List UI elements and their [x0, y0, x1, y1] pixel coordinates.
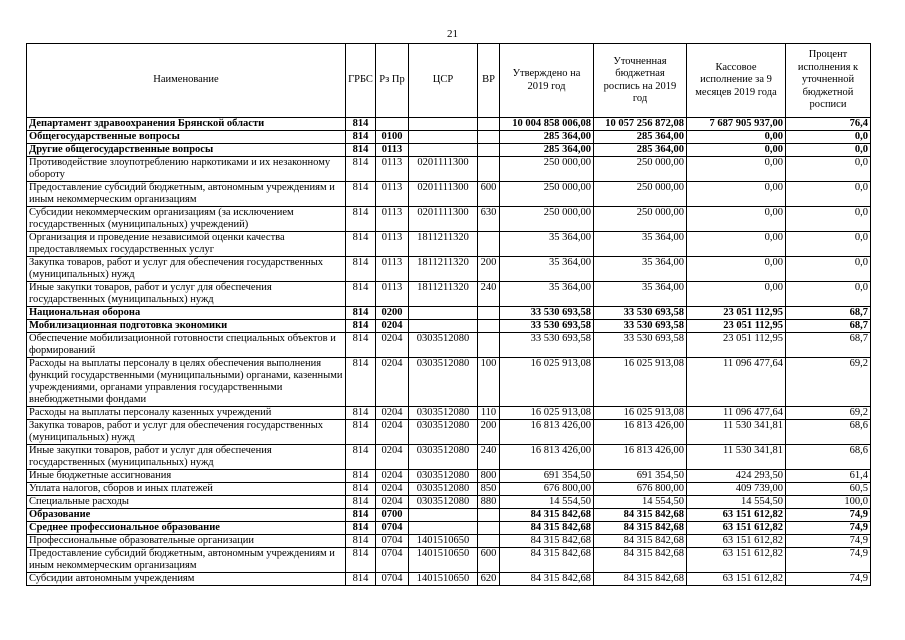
cell-percent: 0,0	[786, 282, 871, 307]
cell-grbs: 814	[346, 232, 376, 257]
cell-cash: 63 151 612,82	[687, 535, 786, 548]
cell-cash: 63 151 612,82	[687, 509, 786, 522]
cell-name: Предоставление субсидий бюджетным, автономным учреждениям и иным некоммерческим организациям	[27, 548, 346, 573]
cell-approved: 33 530 693,58	[500, 333, 594, 358]
cell-cash: 0,00	[687, 257, 786, 282]
cell-csr: 0303512080	[409, 470, 478, 483]
header-approved: Утверждено на 2019 год	[500, 44, 594, 118]
cell-name: Иные закупки товаров, работ и услуг для обеспечения государственных (муниципальных) нужд	[27, 445, 346, 470]
table-row	[27, 420, 871, 445]
cell-name: Закупка товаров, работ и услуг для обеспечения государственных (муниципальных) нужд	[27, 257, 346, 282]
cell-approved: 691 354,50	[500, 470, 594, 483]
cell-rzpr: 0204	[376, 420, 409, 445]
cell-grbs: 814	[346, 522, 376, 535]
cell-grbs: 814	[346, 496, 376, 509]
cell-csr: 0303512080	[409, 445, 478, 470]
cell-cash: 11 530 341,81	[687, 445, 786, 470]
cell-percent: 68,7	[786, 333, 871, 358]
cell-cash: 0,00	[687, 207, 786, 232]
cell-refined: 33 530 693,58	[594, 333, 687, 358]
cell-refined: 35 364,00	[594, 232, 687, 257]
cell-percent: 0,0	[786, 257, 871, 282]
cell-grbs: 814	[346, 320, 376, 333]
cell-approved: 84 315 842,68	[500, 573, 594, 586]
cell-rzpr: 0113	[376, 207, 409, 232]
cell-grbs: 814	[346, 282, 376, 307]
cell-cash: 14 554,50	[687, 496, 786, 509]
cell-name: Закупка товаров, работ и услуг для обеспечения государственных (муниципальных) нужд	[27, 420, 346, 445]
cell-cash: 409 739,00	[687, 483, 786, 496]
cell-csr: 1401510650	[409, 548, 478, 573]
page-number: 21	[447, 28, 458, 40]
cell-refined: 84 315 842,68	[594, 535, 687, 548]
cell-vr	[478, 509, 500, 522]
cell-vr	[478, 307, 500, 320]
cell-name: Предоставление субсидий бюджетным, автономным учреждениям и иным некоммерческим организациям	[27, 182, 346, 207]
cell-cash: 7 687 905 937,00	[687, 118, 786, 131]
cell-rzpr: 0113	[376, 182, 409, 207]
cell-grbs: 814	[346, 535, 376, 548]
cell-cash: 0,00	[687, 282, 786, 307]
table-row	[27, 445, 871, 470]
cell-name: Специальные расходы	[27, 496, 346, 509]
cell-approved: 285 364,00	[500, 131, 594, 144]
cell-rzpr: 0204	[376, 470, 409, 483]
header-refined: Уточненная бюджетная роспись на 2019 год	[594, 44, 687, 118]
table-row	[27, 207, 871, 232]
cell-csr: 0303512080	[409, 358, 478, 407]
cell-refined: 285 364,00	[594, 144, 687, 157]
cell-rzpr: 0113	[376, 232, 409, 257]
budget-table	[26, 43, 871, 586]
cell-approved: 84 315 842,68	[500, 535, 594, 548]
table-row	[27, 144, 871, 157]
cell-grbs: 814	[346, 182, 376, 207]
cell-percent: 0,0	[786, 157, 871, 182]
table-row	[27, 407, 871, 420]
cell-vr	[478, 144, 500, 157]
cell-cash: 23 051 112,95	[687, 333, 786, 358]
table-row	[27, 548, 871, 573]
table-row	[27, 535, 871, 548]
cell-grbs: 814	[346, 144, 376, 157]
cell-percent: 0,0	[786, 232, 871, 257]
cell-cash: 0,00	[687, 157, 786, 182]
cell-approved: 33 530 693,58	[500, 320, 594, 333]
cell-percent: 68,6	[786, 420, 871, 445]
cell-name: Расходы на выплаты персоналу в целях обеспечения выполнения функций государственными (муниципальными) органами, казенными учреждениями, органами управления государственными внебюджетными фондами	[27, 358, 346, 407]
table-row	[27, 232, 871, 257]
cell-csr	[409, 509, 478, 522]
table-row	[27, 358, 871, 407]
cell-refined: 676 800,00	[594, 483, 687, 496]
cell-csr	[409, 307, 478, 320]
cell-csr	[409, 131, 478, 144]
cell-rzpr: 0204	[376, 407, 409, 420]
cell-refined: 691 354,50	[594, 470, 687, 483]
cell-approved: 35 364,00	[500, 232, 594, 257]
cell-vr: 850	[478, 483, 500, 496]
cell-vr: 800	[478, 470, 500, 483]
cell-grbs: 814	[346, 548, 376, 573]
table-row	[27, 333, 871, 358]
cell-vr	[478, 118, 500, 131]
cell-name: Профессиональные образовательные организации	[27, 535, 346, 548]
cell-name: Уплата налогов, сборов и иных платежей	[27, 483, 346, 496]
cell-cash: 11 096 477,64	[687, 407, 786, 420]
cell-approved: 35 364,00	[500, 257, 594, 282]
cell-name: Противодействие злоупотреблению наркотиками и их незаконному обороту	[27, 157, 346, 182]
cell-refined: 16 025 913,08	[594, 358, 687, 407]
cell-cash: 63 151 612,82	[687, 548, 786, 573]
cell-refined: 285 364,00	[594, 131, 687, 144]
cell-grbs: 814	[346, 573, 376, 586]
cell-cash: 0,00	[687, 144, 786, 157]
table-row	[27, 496, 871, 509]
cell-grbs: 814	[346, 257, 376, 282]
cell-name: Расходы на выплаты персоналу казенных учреждений	[27, 407, 346, 420]
cell-rzpr: 0204	[376, 496, 409, 509]
cell-refined: 250 000,00	[594, 157, 687, 182]
table-row	[27, 118, 871, 131]
cell-cash: 424 293,50	[687, 470, 786, 483]
cell-refined: 84 315 842,68	[594, 522, 687, 535]
cell-percent: 0,0	[786, 144, 871, 157]
cell-grbs: 814	[346, 509, 376, 522]
cell-vr: 200	[478, 420, 500, 445]
cell-rzpr: 0204	[376, 320, 409, 333]
cell-csr	[409, 320, 478, 333]
cell-cash: 11 530 341,81	[687, 420, 786, 445]
cell-csr: 0201111300	[409, 157, 478, 182]
cell-name: Другие общегосударственные вопросы	[27, 144, 346, 157]
cell-approved: 676 800,00	[500, 483, 594, 496]
cell-refined: 16 025 913,08	[594, 407, 687, 420]
cell-approved: 250 000,00	[500, 182, 594, 207]
cell-approved: 250 000,00	[500, 157, 594, 182]
cell-cash: 23 051 112,95	[687, 320, 786, 333]
cell-csr: 1811211320	[409, 232, 478, 257]
cell-csr	[409, 522, 478, 535]
cell-refined: 84 315 842,68	[594, 573, 687, 586]
header-grbs: ГРБС	[346, 44, 376, 118]
cell-vr: 880	[478, 496, 500, 509]
cell-refined: 14 554,50	[594, 496, 687, 509]
cell-vr	[478, 232, 500, 257]
cell-refined: 33 530 693,58	[594, 320, 687, 333]
cell-refined: 16 813 426,00	[594, 420, 687, 445]
table-row	[27, 131, 871, 144]
cell-approved: 14 554,50	[500, 496, 594, 509]
table-row	[27, 257, 871, 282]
cell-refined: 35 364,00	[594, 257, 687, 282]
cell-grbs: 814	[346, 157, 376, 182]
cell-vr: 600	[478, 182, 500, 207]
cell-percent: 76,4	[786, 118, 871, 131]
cell-approved: 35 364,00	[500, 282, 594, 307]
cell-percent: 69,2	[786, 358, 871, 407]
cell-refined: 250 000,00	[594, 182, 687, 207]
cell-vr: 200	[478, 257, 500, 282]
cell-rzpr: 0704	[376, 548, 409, 573]
cell-name: Мобилизационная подготовка экономики	[27, 320, 346, 333]
cell-csr: 0303512080	[409, 420, 478, 445]
cell-approved: 84 315 842,68	[500, 548, 594, 573]
cell-rzpr: 0100	[376, 131, 409, 144]
table-row	[27, 470, 871, 483]
table-row	[27, 522, 871, 535]
cell-vr: 620	[478, 573, 500, 586]
cell-csr: 1811211320	[409, 257, 478, 282]
cell-percent: 0,0	[786, 182, 871, 207]
cell-csr	[409, 118, 478, 131]
cell-csr: 0303512080	[409, 407, 478, 420]
table-row	[27, 282, 871, 307]
cell-name: Субсидии автономным учреждениям	[27, 573, 346, 586]
table-row	[27, 320, 871, 333]
cell-cash: 0,00	[687, 232, 786, 257]
cell-rzpr: 0113	[376, 257, 409, 282]
cell-vr	[478, 157, 500, 182]
cell-csr: 0303512080	[409, 333, 478, 358]
cell-name: Среднее профессиональное образование	[27, 522, 346, 535]
cell-csr: 0201111300	[409, 182, 478, 207]
cell-refined: 16 813 426,00	[594, 445, 687, 470]
cell-vr	[478, 522, 500, 535]
table-row	[27, 307, 871, 320]
cell-refined: 84 315 842,68	[594, 509, 687, 522]
cell-grbs: 814	[346, 420, 376, 445]
cell-grbs: 814	[346, 307, 376, 320]
cell-name: Образование	[27, 509, 346, 522]
cell-vr	[478, 333, 500, 358]
cell-approved: 10 004 858 006,08	[500, 118, 594, 131]
cell-refined: 84 315 842,68	[594, 548, 687, 573]
cell-percent: 68,7	[786, 320, 871, 333]
cell-grbs: 814	[346, 445, 376, 470]
cell-grbs: 814	[346, 333, 376, 358]
cell-rzpr: 0113	[376, 282, 409, 307]
header-name: Наименование	[27, 44, 346, 118]
cell-vr: 100	[478, 358, 500, 407]
cell-approved: 16 813 426,00	[500, 445, 594, 470]
header-percent: Процент исполнения к уточненной бюджетной росписи	[786, 44, 871, 118]
cell-name: Организация и проведение независимой оценки качества предоставляемых государственных услуг	[27, 232, 346, 257]
cell-cash: 63 151 612,82	[687, 573, 786, 586]
cell-grbs: 814	[346, 131, 376, 144]
cell-csr: 1401510650	[409, 535, 478, 548]
cell-vr: 240	[478, 282, 500, 307]
table-row	[27, 182, 871, 207]
header-csr: ЦСР	[409, 44, 478, 118]
cell-csr	[409, 144, 478, 157]
cell-grbs: 814	[346, 483, 376, 496]
cell-csr: 1811211320	[409, 282, 478, 307]
cell-rzpr: 0204	[376, 358, 409, 407]
cell-approved: 33 530 693,58	[500, 307, 594, 320]
cell-percent: 74,9	[786, 573, 871, 586]
cell-percent: 100,0	[786, 496, 871, 509]
cell-csr: 0201111300	[409, 207, 478, 232]
cell-cash: 0,00	[687, 131, 786, 144]
table-header-row	[27, 44, 871, 118]
cell-refined: 250 000,00	[594, 207, 687, 232]
cell-name: Национальная оборона	[27, 307, 346, 320]
table-row	[27, 509, 871, 522]
header-rzpr: Рз Пр	[376, 44, 409, 118]
cell-percent: 74,9	[786, 548, 871, 573]
cell-approved: 250 000,00	[500, 207, 594, 232]
cell-rzpr: 0204	[376, 483, 409, 496]
cell-percent: 68,7	[786, 307, 871, 320]
cell-rzpr: 0204	[376, 333, 409, 358]
cell-percent: 0,0	[786, 207, 871, 232]
cell-approved: 16 025 913,08	[500, 407, 594, 420]
cell-percent: 74,9	[786, 535, 871, 548]
cell-grbs: 814	[346, 358, 376, 407]
cell-rzpr: 0113	[376, 144, 409, 157]
cell-rzpr: 0704	[376, 573, 409, 586]
cell-rzpr: 0704	[376, 535, 409, 548]
cell-rzpr	[376, 118, 409, 131]
cell-rzpr: 0200	[376, 307, 409, 320]
cell-percent: 74,9	[786, 522, 871, 535]
cell-rzpr: 0700	[376, 509, 409, 522]
cell-name: Департамент здравоохранения Брянской области	[27, 118, 346, 131]
cell-approved: 285 364,00	[500, 144, 594, 157]
header-cash: Кассовое исполнение за 9 месяцев 2019 года	[687, 44, 786, 118]
cell-rzpr: 0113	[376, 157, 409, 182]
cell-vr	[478, 320, 500, 333]
table-body	[27, 118, 871, 586]
cell-percent: 61,4	[786, 470, 871, 483]
cell-approved: 16 813 426,00	[500, 420, 594, 445]
cell-approved: 84 315 842,68	[500, 509, 594, 522]
cell-vr	[478, 131, 500, 144]
cell-cash: 0,00	[687, 182, 786, 207]
cell-grbs: 814	[346, 118, 376, 131]
cell-percent: 0,0	[786, 131, 871, 144]
cell-name: Иные закупки товаров, работ и услуг для обеспечения государственных (муниципальных) нужд	[27, 282, 346, 307]
cell-approved: 16 025 913,08	[500, 358, 594, 407]
cell-percent: 68,6	[786, 445, 871, 470]
cell-name: Субсидии некоммерческим организациям (за исключением государственных (муниципальных) учреждений)	[27, 207, 346, 232]
table-row	[27, 157, 871, 182]
header-vr: ВР	[478, 44, 500, 118]
cell-cash: 63 151 612,82	[687, 522, 786, 535]
cell-refined: 10 057 256 872,08	[594, 118, 687, 131]
cell-vr: 110	[478, 407, 500, 420]
cell-csr: 0303512080	[409, 483, 478, 496]
cell-csr: 0303512080	[409, 496, 478, 509]
cell-name: Обеспечение мобилизационной готовности специальных объектов и формирований	[27, 333, 346, 358]
cell-vr	[478, 535, 500, 548]
cell-name: Иные бюджетные ассигнования	[27, 470, 346, 483]
cell-cash: 11 096 477,64	[687, 358, 786, 407]
cell-grbs: 814	[346, 207, 376, 232]
cell-rzpr: 0704	[376, 522, 409, 535]
cell-approved: 84 315 842,68	[500, 522, 594, 535]
cell-percent: 74,9	[786, 509, 871, 522]
cell-refined: 35 364,00	[594, 282, 687, 307]
cell-refined: 33 530 693,58	[594, 307, 687, 320]
cell-vr: 240	[478, 445, 500, 470]
cell-percent: 69,2	[786, 407, 871, 420]
cell-grbs: 814	[346, 470, 376, 483]
cell-vr: 630	[478, 207, 500, 232]
cell-csr: 1401510650	[409, 573, 478, 586]
cell-percent: 60,5	[786, 483, 871, 496]
cell-name: Общегосударственные вопросы	[27, 131, 346, 144]
table-row	[27, 483, 871, 496]
cell-grbs: 814	[346, 407, 376, 420]
cell-cash: 23 051 112,95	[687, 307, 786, 320]
table-row	[27, 573, 871, 586]
cell-vr: 600	[478, 548, 500, 573]
cell-rzpr: 0204	[376, 445, 409, 470]
